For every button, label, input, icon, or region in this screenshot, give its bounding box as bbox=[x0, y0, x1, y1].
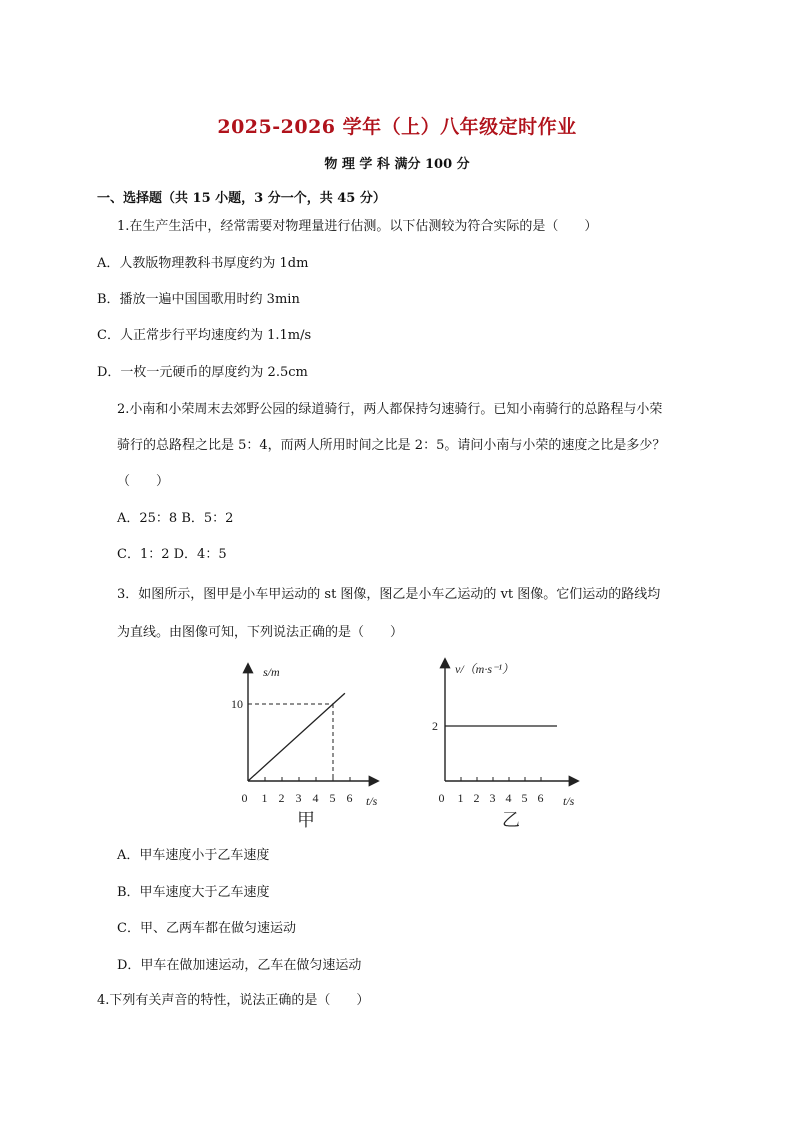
chart-jia-x-tick-label: 4 bbox=[312, 791, 319, 805]
chart-jia bbox=[231, 665, 378, 831]
q3-option-d: D．甲车在做加速运动，乙车在做匀速运动 bbox=[117, 958, 362, 973]
chart-yi-y-tick-label: 2 bbox=[432, 719, 438, 733]
chart-yi-caption: 乙 bbox=[502, 810, 520, 831]
chart-yi-xlabel: t/s bbox=[563, 794, 575, 808]
chart-jia-ylabel: s/m bbox=[263, 665, 280, 679]
chart-jia-x-tick-label: 1 bbox=[261, 791, 268, 805]
chart-jia-x-tick-label: 6 bbox=[346, 791, 353, 805]
q1-stem: 1.在生产生活中，经常需要对物理量进行估测。以下估测较为符合实际的是（ ） bbox=[117, 219, 598, 234]
chart-jia-caption: 甲 bbox=[297, 810, 315, 831]
q4-stem: 4.下列有关声音的特性，说法正确的是（ ） bbox=[97, 993, 370, 1008]
chart-yi-x-tick-label: 4 bbox=[505, 791, 512, 805]
q3-figure bbox=[225, 655, 605, 835]
chart-jia-xlabel: t/s bbox=[366, 794, 378, 808]
q3-stem-line1: 3．如图所示，图甲是小车甲运动的 st 图像，图乙是小车乙运动的 vt 图像。它们运动的路线均 bbox=[117, 587, 661, 602]
q3-stem-line2: 为直线。由图像可知，下列说法正确的是（ ） bbox=[117, 625, 404, 640]
chart-yi-x-tick-label: 6 bbox=[537, 791, 544, 805]
q1-option-d: D．一枚一元硬币的厚度约为 2.5cm bbox=[97, 365, 308, 380]
chart-yi-ylabel: v/（m·s⁻¹） bbox=[455, 662, 514, 676]
chart-yi-x-tick-label: 0 bbox=[438, 791, 445, 805]
page-subtitle: 物 理 学 科 满分 100 分 bbox=[324, 157, 470, 172]
q1-option-c: C．人正常步行平均速度约为 1.1m/s bbox=[97, 328, 312, 343]
chart-jia-x-tick-label: 0 bbox=[241, 791, 248, 805]
q2-stem-line1: 2.小南和小荣周末去郊野公园的绿道骑行，两人都保持匀速骑行。已知小南骑行的总路程与小荣 bbox=[117, 402, 663, 417]
section-heading: 一、选择题（共 15 小题，3 分一个，共 45 分） bbox=[97, 191, 386, 206]
q2-stem-line3: （ ） bbox=[117, 474, 170, 489]
q3-option-b: B．甲车速度大于乙车速度 bbox=[117, 885, 270, 900]
q2-stem-line2: 骑行的总路程之比是 5：4，而两人所用时间之比是 2：5。请问小南与小荣的速度之比是多少？ bbox=[117, 438, 666, 453]
chart-jia-x-tick-label: 5 bbox=[329, 791, 336, 805]
q2-options-line1: A．25：8 B．5：2 bbox=[117, 511, 234, 526]
q1-option-a: A．人教版物理教科书厚度约为 1dm bbox=[97, 256, 309, 271]
q1-option-b: B．播放一遍中国国歌用时约 3min bbox=[97, 292, 300, 307]
chart-jia-y-tick-label: 10 bbox=[231, 697, 243, 711]
chart-yi-x-tick-label: 1 bbox=[457, 791, 464, 805]
q3-option-a: A．甲车速度小于乙车速度 bbox=[117, 848, 270, 863]
chart-jia-series-line bbox=[248, 693, 345, 781]
chart-jia-x-tick-label: 3 bbox=[295, 791, 302, 805]
chart-yi-x-tick-label: 2 bbox=[473, 791, 480, 805]
q3-option-c: C．甲、乙两车都在做匀速运动 bbox=[117, 921, 296, 936]
chart-yi-x-tick-label: 3 bbox=[489, 791, 496, 805]
chart-jia-x-tick-label: 2 bbox=[278, 791, 285, 805]
q2-options-line2: C．1：2 D．4：5 bbox=[117, 547, 227, 562]
chart-yi bbox=[432, 660, 577, 831]
page-title: 2025-2026 学年（上）八年级定时作业 bbox=[217, 116, 577, 138]
q3-figure-svg bbox=[225, 655, 605, 835]
chart-yi-x-tick-label: 5 bbox=[521, 791, 528, 805]
